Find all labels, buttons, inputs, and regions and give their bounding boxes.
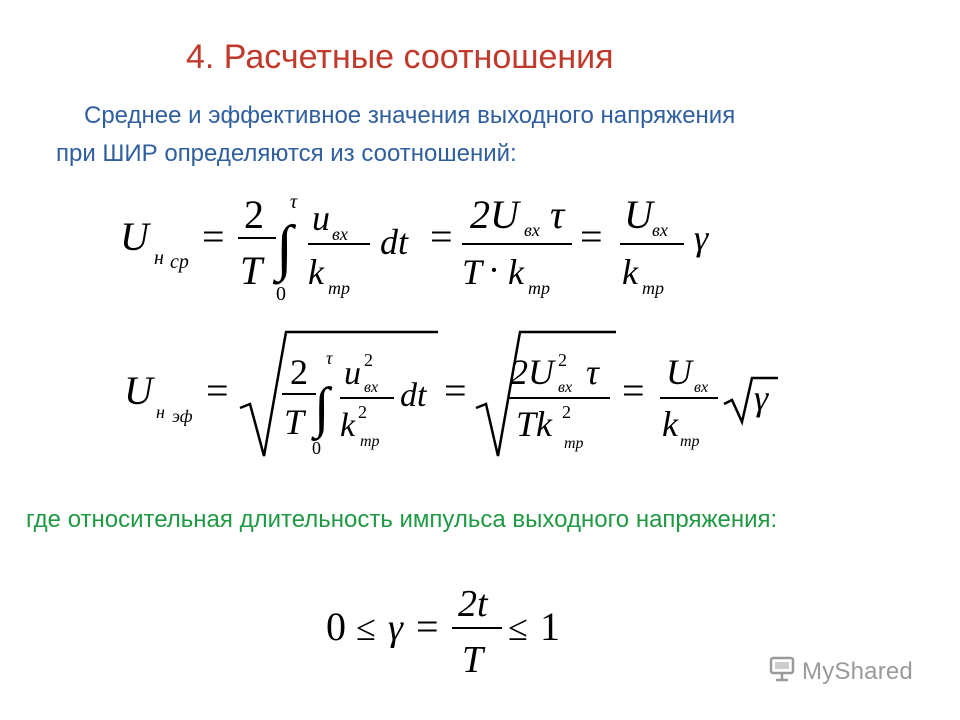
f2-U3-sub: вх [694, 379, 709, 396]
f2-eq2: = [444, 368, 467, 413]
f1-u-sub: вх [332, 224, 348, 244]
f3-one: 1 [540, 604, 560, 649]
formula-relative-duration [322, 576, 572, 685]
f1-u: u [312, 198, 330, 238]
f1-U3: U [624, 192, 653, 237]
f1-int-lower: 0 [276, 283, 286, 305]
f1-eq3: = [580, 214, 603, 259]
f1-sub-n: н [154, 247, 164, 269]
f2-Tk: Tk [516, 404, 552, 444]
f1-integral-sign: ∫ [276, 214, 293, 282]
f1-eq2: = [430, 214, 453, 259]
f3-zero: 0 [326, 604, 346, 649]
watermark-logo [768, 656, 913, 687]
f1-gamma: γ [694, 218, 709, 258]
f1-k3-sub: тр [642, 278, 664, 298]
f1-T: T [240, 248, 263, 293]
f2-u: u [344, 355, 361, 392]
f2-sub-n: н [156, 402, 165, 422]
f1-sub-sr: ср [170, 251, 189, 273]
f1-twoU: 2U [470, 192, 519, 237]
f2-twoU-sub: вх [558, 379, 573, 396]
f2-sub-ef: эф [172, 406, 193, 426]
intro-line-1: Среднее и эффективное значения выходного напряжения [84, 102, 736, 129]
f1-dot: · [488, 250, 500, 290]
f1-U3-sub: вх [652, 220, 668, 240]
formula-average-voltage [110, 188, 750, 318]
formula-effective-voltage [118, 326, 798, 471]
f2-Tk-sub: тр [564, 435, 584, 452]
intro-line-2: при ШИР определяются из соотношений: [56, 140, 517, 167]
f2-u-sub: вх [364, 379, 379, 396]
f1-k: k [308, 252, 324, 292]
f2-u-sq: 2 [364, 350, 373, 370]
f1-k-sub: тр [328, 278, 350, 298]
f1-k3: k [622, 252, 638, 292]
f2-dt: dt [400, 377, 427, 414]
f3-le1: ≤ [356, 608, 376, 648]
f2-tau: τ [586, 352, 599, 392]
f2-radical-3 [724, 378, 778, 422]
presentation-board-icon [768, 656, 796, 687]
f2-k: k [340, 407, 356, 444]
f2-T: T [284, 402, 305, 442]
f2-integral-sign: ∫ [314, 377, 330, 439]
f2-k-sub: тр [360, 433, 380, 450]
f2-twoU: 2U [510, 352, 554, 392]
f1-two: 2 [244, 192, 264, 237]
f2-k-sq: 2 [358, 402, 367, 422]
f1-T2: T [462, 252, 483, 292]
f1-k2-sub: тр [528, 278, 550, 298]
f1-k2: k [508, 252, 524, 292]
f2-k3-sub: тр [680, 433, 700, 450]
watermark-text: MyShared [802, 657, 913, 685]
f1-U: U [120, 214, 149, 259]
f1-twoU-sub: вх [524, 220, 540, 240]
f2-U3: U [666, 352, 692, 392]
f1-int-upper: τ [290, 191, 298, 213]
page-title: 4. Расчетные соотношения [186, 38, 614, 76]
f2-eq3: = [622, 368, 645, 413]
f2-Tk-sq: 2 [562, 402, 571, 422]
f2-U: U [124, 368, 153, 413]
f2-int-lower: 0 [312, 438, 321, 458]
f1-dt: dt [380, 222, 409, 262]
f2-int-upper: τ [326, 348, 333, 368]
f2-eq1: = [206, 368, 229, 413]
f1-eq1: = [202, 214, 225, 259]
f3-le2: ≤ [508, 608, 528, 648]
explanation-text: где относительная длительность импульса выходного напряжения: [26, 506, 778, 533]
f2-two: 2 [290, 352, 308, 392]
f2-k3: k [662, 404, 678, 444]
f3-gamma: γ [388, 607, 403, 649]
f3-T: T [462, 639, 484, 681]
f2-twoU-sq: 2 [558, 350, 567, 370]
f2-gamma: γ [754, 378, 769, 418]
f3-twot: 2t [458, 583, 488, 625]
f3-eq: = [416, 604, 439, 649]
f1-tau: τ [550, 192, 565, 237]
